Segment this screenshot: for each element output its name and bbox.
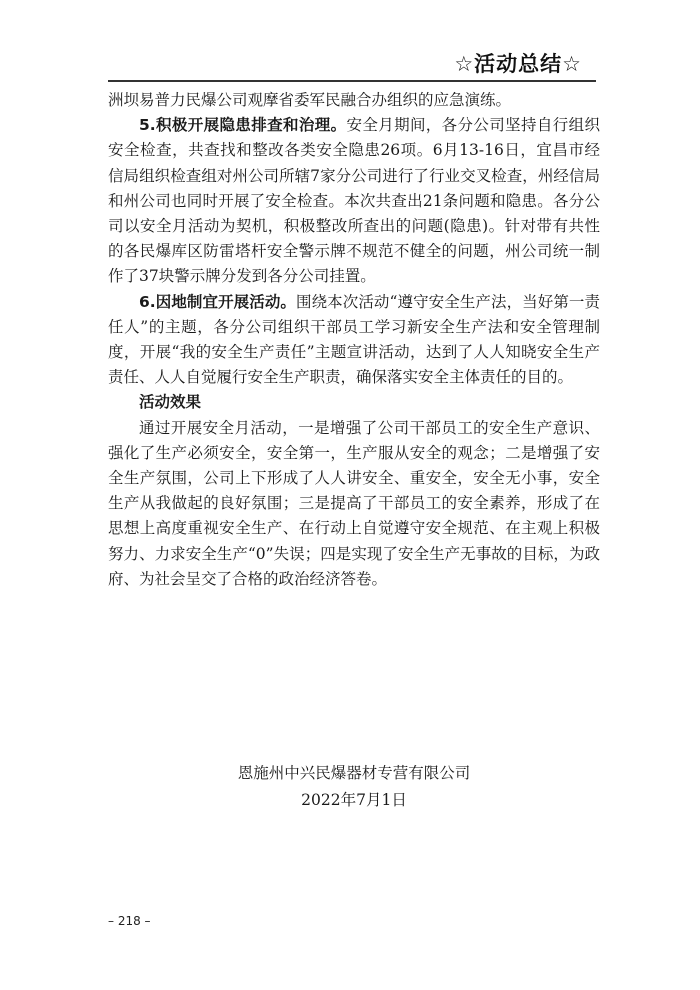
effect-heading: 活动效果 (139, 393, 202, 412)
section-title: ☆活动总结☆ (454, 52, 582, 76)
item-6-lead: 6.因地制宜开展活动。 (139, 292, 296, 311)
signature-company: 恩施州中兴民爆器材专营有限公司 (237, 764, 471, 782)
item-5-lead: 5.积极开展隐患排查和治理。 (139, 116, 347, 135)
item-5-paragraph (108, 113, 600, 289)
item-6-paragraph (108, 290, 600, 391)
item-5-text: 安全月期间，各分公司坚持自行组织安全检查，共查找和整改各类安全隐患26项。6月13-16日，宜昌市经信局组织检查组对州公司所辖7家分公司进行了行业交叉检查，州经信局和州公司也同时开展了安全检查。本次共查出21条问题和隐患。各分公司以安全月活动为契机，积极整改所查出的问题(隐患)。针对带有共性的各民爆库区防雷塔杆安全警示牌不规范不健全的问题，州公司统一制作了37块警示牌分发到各分公司挂置。 (108, 116, 600, 286)
signature-date: 2022年7月1日 (301, 791, 407, 809)
continuation-paragraph: 洲坝易普力民爆公司观摩省委军民融合办组织的应急演练。 (108, 91, 512, 109)
document-body (108, 88, 600, 592)
effect-paragraph: 通过开展安全月活动，一是增强了公司干部员工的安全生产意识、强化了生产必须安全，安全第一，生产服从安全的观念；二是增强了安全生产氛围，公司上下形成了人人讲安全、重安全，安全无小事，安全生产从我做起的良好氛围；三是提高了干部员工的安全素养，形成了在思想上高度重视安全生产、在行动上自觉遵守安全规范、在主观上积极努力、力求安全生产“0”失误；四是实现了安全生产无事故的目标，为政府、为社会呈交了合格的政治经济答卷。 (108, 418, 600, 588)
item-6-text: 围绕本次活动“遵守安全生产法，当好第一责任人”的主题，各分公司组织干部员工学习新安全生产法和安全管理制度，开展“我的安全生产责任”主题宣讲活动，达到了人人知晓安全生产责任、人人自觉履行安全生产职责，确保落实安全主体责任的目的。 (108, 292, 600, 387)
header-divider (108, 80, 596, 82)
page-number: – 218 – (108, 914, 151, 928)
